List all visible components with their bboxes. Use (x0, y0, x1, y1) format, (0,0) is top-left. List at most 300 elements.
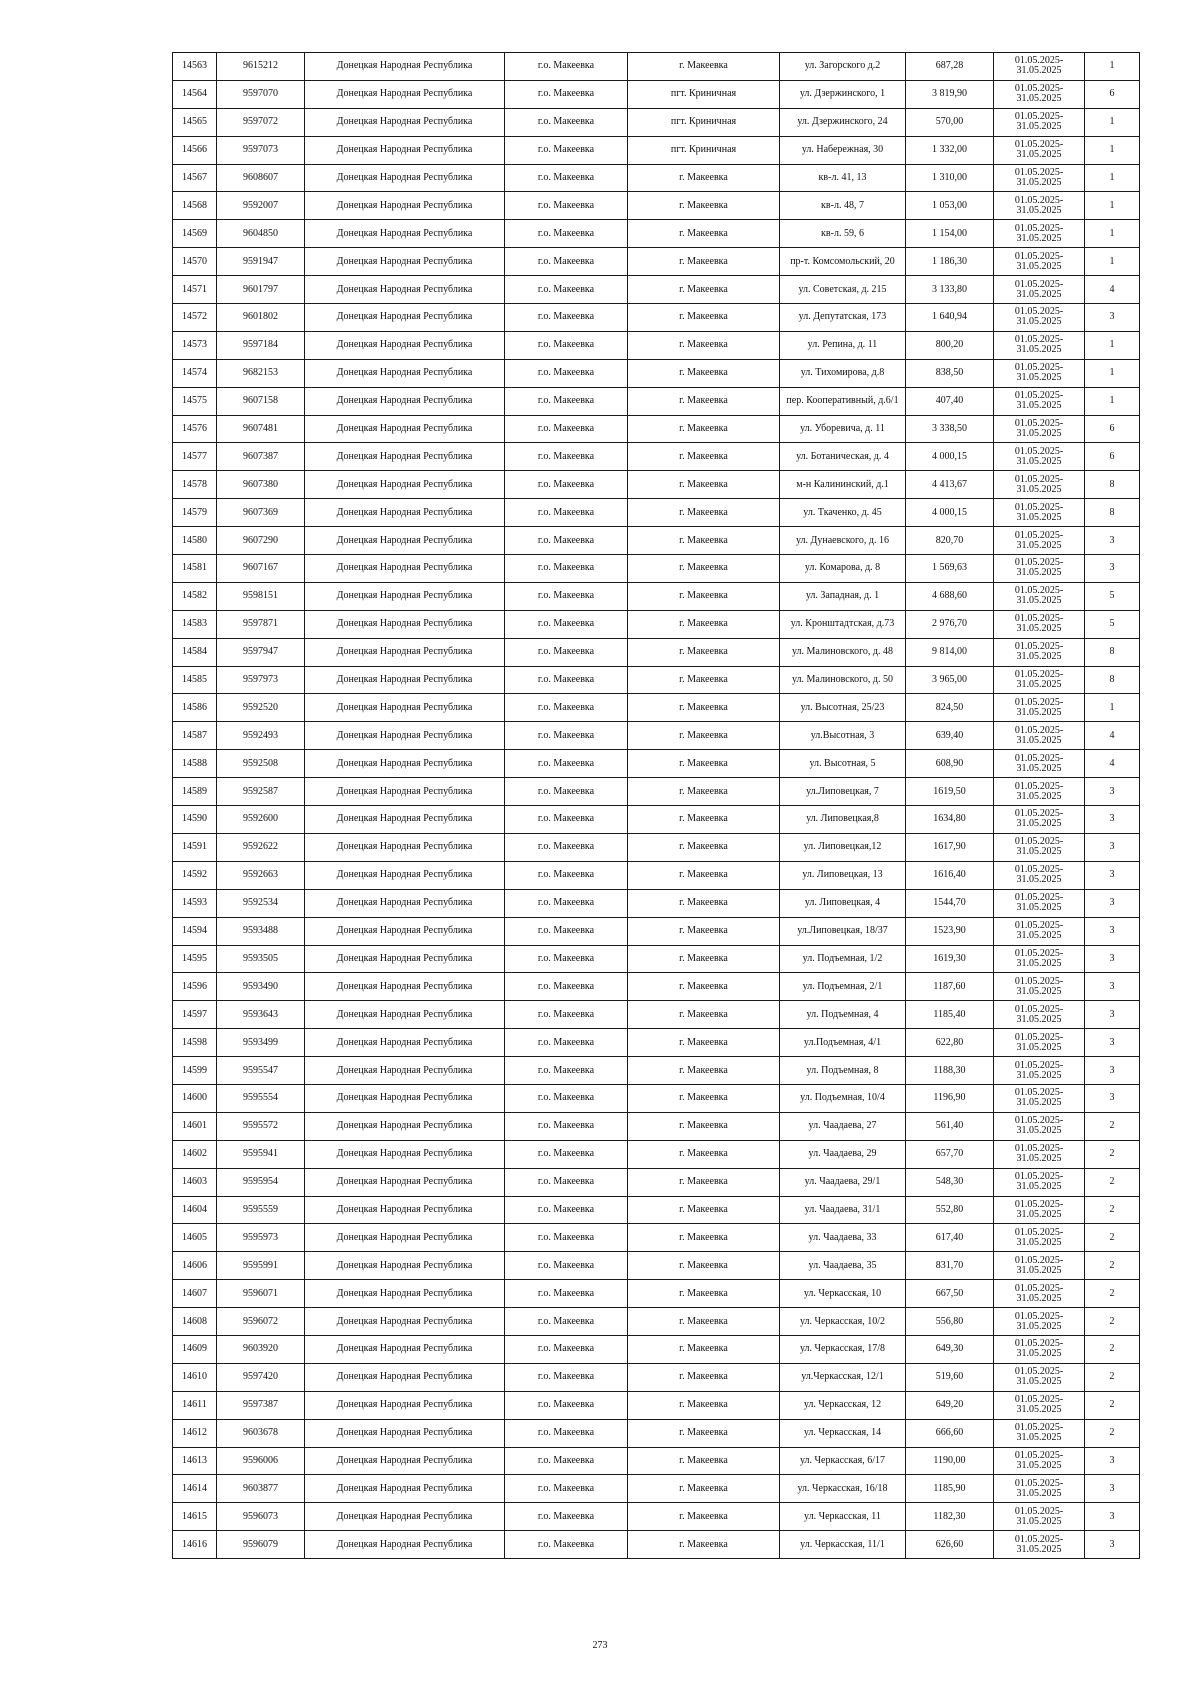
object-id-cell: 9595572 (217, 1112, 305, 1140)
municipality-cell: г.о. Макеевка (505, 1140, 628, 1168)
locality-cell: г. Макеевка (628, 1112, 780, 1140)
locality-cell: г. Макеевка (628, 415, 780, 443)
count-cell: 1 (1085, 53, 1140, 81)
row-number-cell: 14576 (173, 415, 217, 443)
table-row (173, 331, 1140, 359)
locality-cell: г. Макеевка (628, 387, 780, 415)
row-number-cell: 14572 (173, 304, 217, 332)
period-cell: 01.05.2025-31.05.2025 (994, 1335, 1085, 1363)
address-cell: ул. Ботаническая, д. 4 (780, 443, 906, 471)
locality-cell: пгт. Криничная (628, 136, 780, 164)
address-cell: ул.Высотная, 3 (780, 722, 906, 750)
address-cell: ул. Малиновского, д. 50 (780, 666, 906, 694)
count-cell: 3 (1085, 973, 1140, 1001)
address-cell: ул. Комарова, д. 8 (780, 555, 906, 583)
object-id-cell: 9593499 (217, 1029, 305, 1057)
row-number-cell: 14611 (173, 1391, 217, 1419)
municipality-cell: г.о. Макеевка (505, 694, 628, 722)
locality-cell: г. Макеевка (628, 1531, 780, 1559)
period-cell: 01.05.2025-31.05.2025 (994, 806, 1085, 834)
period-cell: 01.05.2025-31.05.2025 (994, 1112, 1085, 1140)
table-row (173, 1503, 1140, 1531)
count-cell: 3 (1085, 1001, 1140, 1029)
count-cell: 4 (1085, 276, 1140, 304)
locality-cell: г. Макеевка (628, 1475, 780, 1503)
area-cell: 3 133,80 (906, 276, 994, 304)
row-number-cell: 14604 (173, 1196, 217, 1224)
area-cell: 1616,40 (906, 861, 994, 889)
address-cell: ул. Подъемная, 10/4 (780, 1084, 906, 1112)
count-cell: 2 (1085, 1112, 1140, 1140)
address-cell: ул. Черкасская, 12 (780, 1391, 906, 1419)
area-cell: 622,80 (906, 1029, 994, 1057)
address-cell: ул. Черкасская, 11 (780, 1503, 906, 1531)
row-number-cell: 14610 (173, 1363, 217, 1391)
region-cell: Донецкая Народная Республика (305, 1112, 505, 1140)
area-cell: 667,50 (906, 1280, 994, 1308)
row-number-cell: 14571 (173, 276, 217, 304)
row-number-cell: 14596 (173, 973, 217, 1001)
count-cell: 3 (1085, 778, 1140, 806)
table-row (173, 359, 1140, 387)
row-number-cell: 14582 (173, 582, 217, 610)
region-cell: Донецкая Народная Республика (305, 136, 505, 164)
object-id-cell: 9601797 (217, 276, 305, 304)
address-cell: ул. Черкасская, 17/8 (780, 1335, 906, 1363)
area-cell: 639,40 (906, 722, 994, 750)
locality-cell: г. Макеевка (628, 973, 780, 1001)
area-cell: 1619,50 (906, 778, 994, 806)
municipality-cell: г.о. Макеевка (505, 1168, 628, 1196)
locality-cell: г. Макеевка (628, 1335, 780, 1363)
address-cell: м-н Калининский, д.1 (780, 471, 906, 499)
count-cell: 2 (1085, 1335, 1140, 1363)
municipality-cell: г.о. Макеевка (505, 889, 628, 917)
area-cell: 4 413,67 (906, 471, 994, 499)
count-cell: 1 (1085, 248, 1140, 276)
area-cell: 4 000,15 (906, 443, 994, 471)
row-number-cell: 14583 (173, 610, 217, 638)
table-row (173, 694, 1140, 722)
address-cell: ул. Липовецкая,8 (780, 806, 906, 834)
locality-cell: г. Макеевка (628, 276, 780, 304)
table-row (173, 722, 1140, 750)
locality-cell: г. Макеевка (628, 945, 780, 973)
municipality-cell: г.о. Макеевка (505, 833, 628, 861)
address-cell: кв-л. 48, 7 (780, 192, 906, 220)
object-id-cell: 9607369 (217, 499, 305, 527)
table-row (173, 1252, 1140, 1280)
municipality-cell: г.о. Макеевка (505, 1308, 628, 1336)
row-number-cell: 14563 (173, 53, 217, 81)
region-cell: Донецкая Народная Республика (305, 778, 505, 806)
area-cell: 1619,30 (906, 945, 994, 973)
municipality-cell: г.о. Макеевка (505, 192, 628, 220)
period-cell: 01.05.2025-31.05.2025 (994, 164, 1085, 192)
count-cell: 1 (1085, 192, 1140, 220)
area-cell: 570,00 (906, 108, 994, 136)
table-row (173, 1140, 1140, 1168)
count-cell: 3 (1085, 861, 1140, 889)
locality-cell: г. Макеевка (628, 1196, 780, 1224)
object-id-cell: 9607387 (217, 443, 305, 471)
address-cell: ул. Чаадаева, 33 (780, 1224, 906, 1252)
period-cell: 01.05.2025-31.05.2025 (994, 778, 1085, 806)
region-cell: Донецкая Народная Республика (305, 638, 505, 666)
object-id-cell: 9601802 (217, 304, 305, 332)
locality-cell: пгт. Криничная (628, 80, 780, 108)
row-number-cell: 14584 (173, 638, 217, 666)
table-row (173, 53, 1140, 81)
address-cell: ул.Липовецкая, 7 (780, 778, 906, 806)
region-cell: Донецкая Народная Республика (305, 220, 505, 248)
address-cell: ул. Загорского д.2 (780, 53, 906, 81)
row-number-cell: 14567 (173, 164, 217, 192)
region-cell: Донецкая Народная Республика (305, 722, 505, 750)
table-row (173, 415, 1140, 443)
count-cell: 3 (1085, 806, 1140, 834)
area-cell: 4 000,15 (906, 499, 994, 527)
municipality-cell: г.о. Макеевка (505, 722, 628, 750)
period-cell: 01.05.2025-31.05.2025 (994, 499, 1085, 527)
object-id-cell: 9597184 (217, 331, 305, 359)
row-number-cell: 14601 (173, 1112, 217, 1140)
object-id-cell: 9591947 (217, 248, 305, 276)
address-cell: кв-л. 59, 6 (780, 220, 906, 248)
count-cell: 1 (1085, 359, 1140, 387)
object-id-cell: 9603877 (217, 1475, 305, 1503)
period-cell: 01.05.2025-31.05.2025 (994, 53, 1085, 81)
address-cell: ул. Черкасская, 11/1 (780, 1531, 906, 1559)
locality-cell: г. Макеевка (628, 1280, 780, 1308)
table-row (173, 1029, 1140, 1057)
locality-cell: г. Макеевка (628, 1503, 780, 1531)
locality-cell: г. Макеевка (628, 1252, 780, 1280)
area-cell: 649,30 (906, 1335, 994, 1363)
table-row (173, 833, 1140, 861)
row-number-cell: 14573 (173, 331, 217, 359)
address-cell: ул. Черкасская, 10/2 (780, 1308, 906, 1336)
period-cell: 01.05.2025-31.05.2025 (994, 1531, 1085, 1559)
address-cell: ул.Черкасская, 12/1 (780, 1363, 906, 1391)
period-cell: 01.05.2025-31.05.2025 (994, 304, 1085, 332)
object-id-cell: 9607380 (217, 471, 305, 499)
region-cell: Донецкая Народная Республика (305, 1447, 505, 1475)
period-cell: 01.05.2025-31.05.2025 (994, 666, 1085, 694)
address-cell: ул. Подъемная, 8 (780, 1057, 906, 1085)
row-number-cell: 14603 (173, 1168, 217, 1196)
address-cell: ул. Чаадаева, 29/1 (780, 1168, 906, 1196)
period-cell: 01.05.2025-31.05.2025 (994, 108, 1085, 136)
table-row (173, 889, 1140, 917)
object-id-cell: 9592600 (217, 806, 305, 834)
region-cell: Донецкая Народная Республика (305, 359, 505, 387)
object-id-cell: 9592520 (217, 694, 305, 722)
row-number-cell: 14581 (173, 555, 217, 583)
address-cell: ул. Набережная, 30 (780, 136, 906, 164)
region-cell: Донецкая Народная Республика (305, 861, 505, 889)
row-number-cell: 14588 (173, 750, 217, 778)
municipality-cell: г.о. Макеевка (505, 1363, 628, 1391)
object-id-cell: 9595554 (217, 1084, 305, 1112)
count-cell: 5 (1085, 610, 1140, 638)
area-cell: 687,28 (906, 53, 994, 81)
count-cell: 3 (1085, 1447, 1140, 1475)
municipality-cell: г.о. Макеевка (505, 359, 628, 387)
region-cell: Донецкая Народная Республика (305, 555, 505, 583)
period-cell: 01.05.2025-31.05.2025 (994, 1419, 1085, 1447)
locality-cell: г. Макеевка (628, 1140, 780, 1168)
area-cell: 519,60 (906, 1363, 994, 1391)
table-row (173, 1057, 1140, 1085)
table-row (173, 750, 1140, 778)
region-cell: Донецкая Народная Республика (305, 917, 505, 945)
table-row (173, 1196, 1140, 1224)
period-cell: 01.05.2025-31.05.2025 (994, 1057, 1085, 1085)
row-number-cell: 14616 (173, 1531, 217, 1559)
object-id-cell: 9592663 (217, 861, 305, 889)
period-cell: 01.05.2025-31.05.2025 (994, 555, 1085, 583)
count-cell: 3 (1085, 555, 1140, 583)
period-cell: 01.05.2025-31.05.2025 (994, 1503, 1085, 1531)
count-cell: 8 (1085, 471, 1140, 499)
area-cell: 1190,00 (906, 1447, 994, 1475)
locality-cell: г. Макеевка (628, 582, 780, 610)
object-id-cell: 9598151 (217, 582, 305, 610)
region-cell: Донецкая Народная Республика (305, 527, 505, 555)
period-cell: 01.05.2025-31.05.2025 (994, 833, 1085, 861)
row-number-cell: 14585 (173, 666, 217, 694)
region-cell: Донецкая Народная Республика (305, 276, 505, 304)
count-cell: 2 (1085, 1140, 1140, 1168)
area-cell: 838,50 (906, 359, 994, 387)
region-cell: Донецкая Народная Республика (305, 610, 505, 638)
region-cell: Донецкая Народная Республика (305, 750, 505, 778)
area-cell: 1634,80 (906, 806, 994, 834)
area-cell: 561,40 (906, 1112, 994, 1140)
address-cell: ул. Депутатская, 173 (780, 304, 906, 332)
object-id-cell: 9603920 (217, 1335, 305, 1363)
table-row (173, 861, 1140, 889)
period-cell: 01.05.2025-31.05.2025 (994, 889, 1085, 917)
period-cell: 01.05.2025-31.05.2025 (994, 1084, 1085, 1112)
municipality-cell: г.о. Макеевка (505, 750, 628, 778)
period-cell: 01.05.2025-31.05.2025 (994, 722, 1085, 750)
row-number-cell: 14614 (173, 1475, 217, 1503)
table-row (173, 778, 1140, 806)
row-number-cell: 14609 (173, 1335, 217, 1363)
period-cell: 01.05.2025-31.05.2025 (994, 1363, 1085, 1391)
object-id-cell: 9615212 (217, 53, 305, 81)
area-cell: 666,60 (906, 1419, 994, 1447)
municipality-cell: г.о. Макеевка (505, 1280, 628, 1308)
table-row (173, 220, 1140, 248)
locality-cell: г. Макеевка (628, 192, 780, 220)
period-cell: 01.05.2025-31.05.2025 (994, 1196, 1085, 1224)
address-cell: ул. Репина, д. 11 (780, 331, 906, 359)
row-number-cell: 14599 (173, 1057, 217, 1085)
address-cell: ул. Тихомирова, д.8 (780, 359, 906, 387)
row-number-cell: 14606 (173, 1252, 217, 1280)
row-number-cell: 14592 (173, 861, 217, 889)
region-cell: Донецкая Народная Республика (305, 499, 505, 527)
area-cell: 548,30 (906, 1168, 994, 1196)
region-cell: Донецкая Народная Республика (305, 1503, 505, 1531)
period-cell: 01.05.2025-31.05.2025 (994, 610, 1085, 638)
region-cell: Донецкая Народная Республика (305, 1196, 505, 1224)
row-number-cell: 14593 (173, 889, 217, 917)
locality-cell: г. Макеевка (628, 53, 780, 81)
table-row (173, 192, 1140, 220)
area-cell: 1 310,00 (906, 164, 994, 192)
area-cell: 1188,30 (906, 1057, 994, 1085)
table-row (173, 443, 1140, 471)
period-cell: 01.05.2025-31.05.2025 (994, 1140, 1085, 1168)
table-row (173, 638, 1140, 666)
address-cell: ул.Подъемная, 4/1 (780, 1029, 906, 1057)
period-cell: 01.05.2025-31.05.2025 (994, 136, 1085, 164)
period-cell: 01.05.2025-31.05.2025 (994, 331, 1085, 359)
row-number-cell: 14575 (173, 387, 217, 415)
locality-cell: г. Макеевка (628, 1168, 780, 1196)
period-cell: 01.05.2025-31.05.2025 (994, 1252, 1085, 1280)
object-id-cell: 9607167 (217, 555, 305, 583)
region-cell: Донецкая Народная Республика (305, 248, 505, 276)
region-cell: Донецкая Народная Республика (305, 1335, 505, 1363)
region-cell: Донецкая Народная Республика (305, 666, 505, 694)
area-cell: 1196,90 (906, 1084, 994, 1112)
municipality-cell: г.о. Макеевка (505, 1531, 628, 1559)
row-number-cell: 14580 (173, 527, 217, 555)
period-cell: 01.05.2025-31.05.2025 (994, 694, 1085, 722)
count-cell: 8 (1085, 499, 1140, 527)
address-cell: ул. Чаадаева, 29 (780, 1140, 906, 1168)
region-cell: Донецкая Народная Республика (305, 1140, 505, 1168)
table-row (173, 582, 1140, 610)
period-cell: 01.05.2025-31.05.2025 (994, 1280, 1085, 1308)
table-row (173, 80, 1140, 108)
table-row (173, 945, 1140, 973)
region-cell: Донецкая Народная Республика (305, 1391, 505, 1419)
locality-cell: пгт. Криничная (628, 108, 780, 136)
region-cell: Донецкая Народная Республика (305, 108, 505, 136)
period-cell: 01.05.2025-31.05.2025 (994, 192, 1085, 220)
locality-cell: г. Макеевка (628, 722, 780, 750)
region-cell: Донецкая Народная Республика (305, 80, 505, 108)
area-cell: 1 053,00 (906, 192, 994, 220)
area-cell: 1 154,00 (906, 220, 994, 248)
region-cell: Донецкая Народная Республика (305, 1363, 505, 1391)
municipality-cell: г.о. Макеевка (505, 555, 628, 583)
locality-cell: г. Макеевка (628, 359, 780, 387)
municipality-cell: г.о. Макеевка (505, 945, 628, 973)
table-row (173, 1391, 1140, 1419)
count-cell: 2 (1085, 1168, 1140, 1196)
area-cell: 1544,70 (906, 889, 994, 917)
municipality-cell: г.о. Макеевка (505, 1224, 628, 1252)
table-row (173, 917, 1140, 945)
address-cell: ул. Липовецкая, 4 (780, 889, 906, 917)
locality-cell: г. Макеевка (628, 471, 780, 499)
row-number-cell: 14612 (173, 1419, 217, 1447)
period-cell: 01.05.2025-31.05.2025 (994, 917, 1085, 945)
object-id-cell: 9597871 (217, 610, 305, 638)
count-cell: 3 (1085, 1057, 1140, 1085)
area-cell: 4 688,60 (906, 582, 994, 610)
period-cell: 01.05.2025-31.05.2025 (994, 80, 1085, 108)
locality-cell: г. Макеевка (628, 694, 780, 722)
region-cell: Донецкая Народная Республика (305, 415, 505, 443)
region-cell: Донецкая Народная Республика (305, 1419, 505, 1447)
area-cell: 626,60 (906, 1531, 994, 1559)
count-cell: 1 (1085, 220, 1140, 248)
municipality-cell: г.о. Макеевка (505, 387, 628, 415)
region-cell: Донецкая Народная Республика (305, 1252, 505, 1280)
locality-cell: г. Макеевка (628, 666, 780, 694)
municipality-cell: г.о. Макеевка (505, 1029, 628, 1057)
count-cell: 1 (1085, 694, 1140, 722)
region-cell: Донецкая Народная Республика (305, 164, 505, 192)
area-cell: 820,70 (906, 527, 994, 555)
locality-cell: г. Макеевка (628, 917, 780, 945)
count-cell: 4 (1085, 722, 1140, 750)
table-row (173, 1475, 1140, 1503)
municipality-cell: г.о. Макеевка (505, 638, 628, 666)
table-row (173, 1308, 1140, 1336)
count-cell: 2 (1085, 1224, 1140, 1252)
locality-cell: г. Макеевка (628, 1224, 780, 1252)
locality-cell: г. Макеевка (628, 638, 780, 666)
table-row (173, 108, 1140, 136)
object-id-cell: 9597387 (217, 1391, 305, 1419)
locality-cell: г. Макеевка (628, 833, 780, 861)
address-cell: ул. Чаадаева, 31/1 (780, 1196, 906, 1224)
locality-cell: г. Макеевка (628, 1391, 780, 1419)
count-cell: 4 (1085, 750, 1140, 778)
count-cell: 3 (1085, 527, 1140, 555)
address-cell: ул. Подъемная, 1/2 (780, 945, 906, 973)
area-cell: 3 338,50 (906, 415, 994, 443)
address-cell: ул. Высотная, 25/23 (780, 694, 906, 722)
address-cell: ул. Черкасская, 14 (780, 1419, 906, 1447)
municipality-cell: г.о. Макеевка (505, 1335, 628, 1363)
area-cell: 800,20 (906, 331, 994, 359)
count-cell: 3 (1085, 889, 1140, 917)
region-cell: Донецкая Народная Республика (305, 1224, 505, 1252)
locality-cell: г. Макеевка (628, 610, 780, 638)
municipality-cell: г.о. Макеевка (505, 1196, 628, 1224)
area-cell: 831,70 (906, 1252, 994, 1280)
region-cell: Донецкая Народная Республика (305, 833, 505, 861)
region-cell: Донецкая Народная Республика (305, 1029, 505, 1057)
municipality-cell: г.о. Макеевка (505, 80, 628, 108)
row-number-cell: 14597 (173, 1001, 217, 1029)
count-cell: 3 (1085, 1531, 1140, 1559)
table-row (173, 1531, 1140, 1559)
object-id-cell: 9596072 (217, 1308, 305, 1336)
row-number-cell: 14579 (173, 499, 217, 527)
count-cell: 1 (1085, 136, 1140, 164)
municipality-cell: г.о. Макеевка (505, 1391, 628, 1419)
area-cell: 617,40 (906, 1224, 994, 1252)
region-cell: Донецкая Народная Республика (305, 331, 505, 359)
area-cell: 556,80 (906, 1308, 994, 1336)
row-number-cell: 14578 (173, 471, 217, 499)
locality-cell: г. Макеевка (628, 889, 780, 917)
table-row (173, 806, 1140, 834)
table-row (173, 248, 1140, 276)
period-cell: 01.05.2025-31.05.2025 (994, 1447, 1085, 1475)
